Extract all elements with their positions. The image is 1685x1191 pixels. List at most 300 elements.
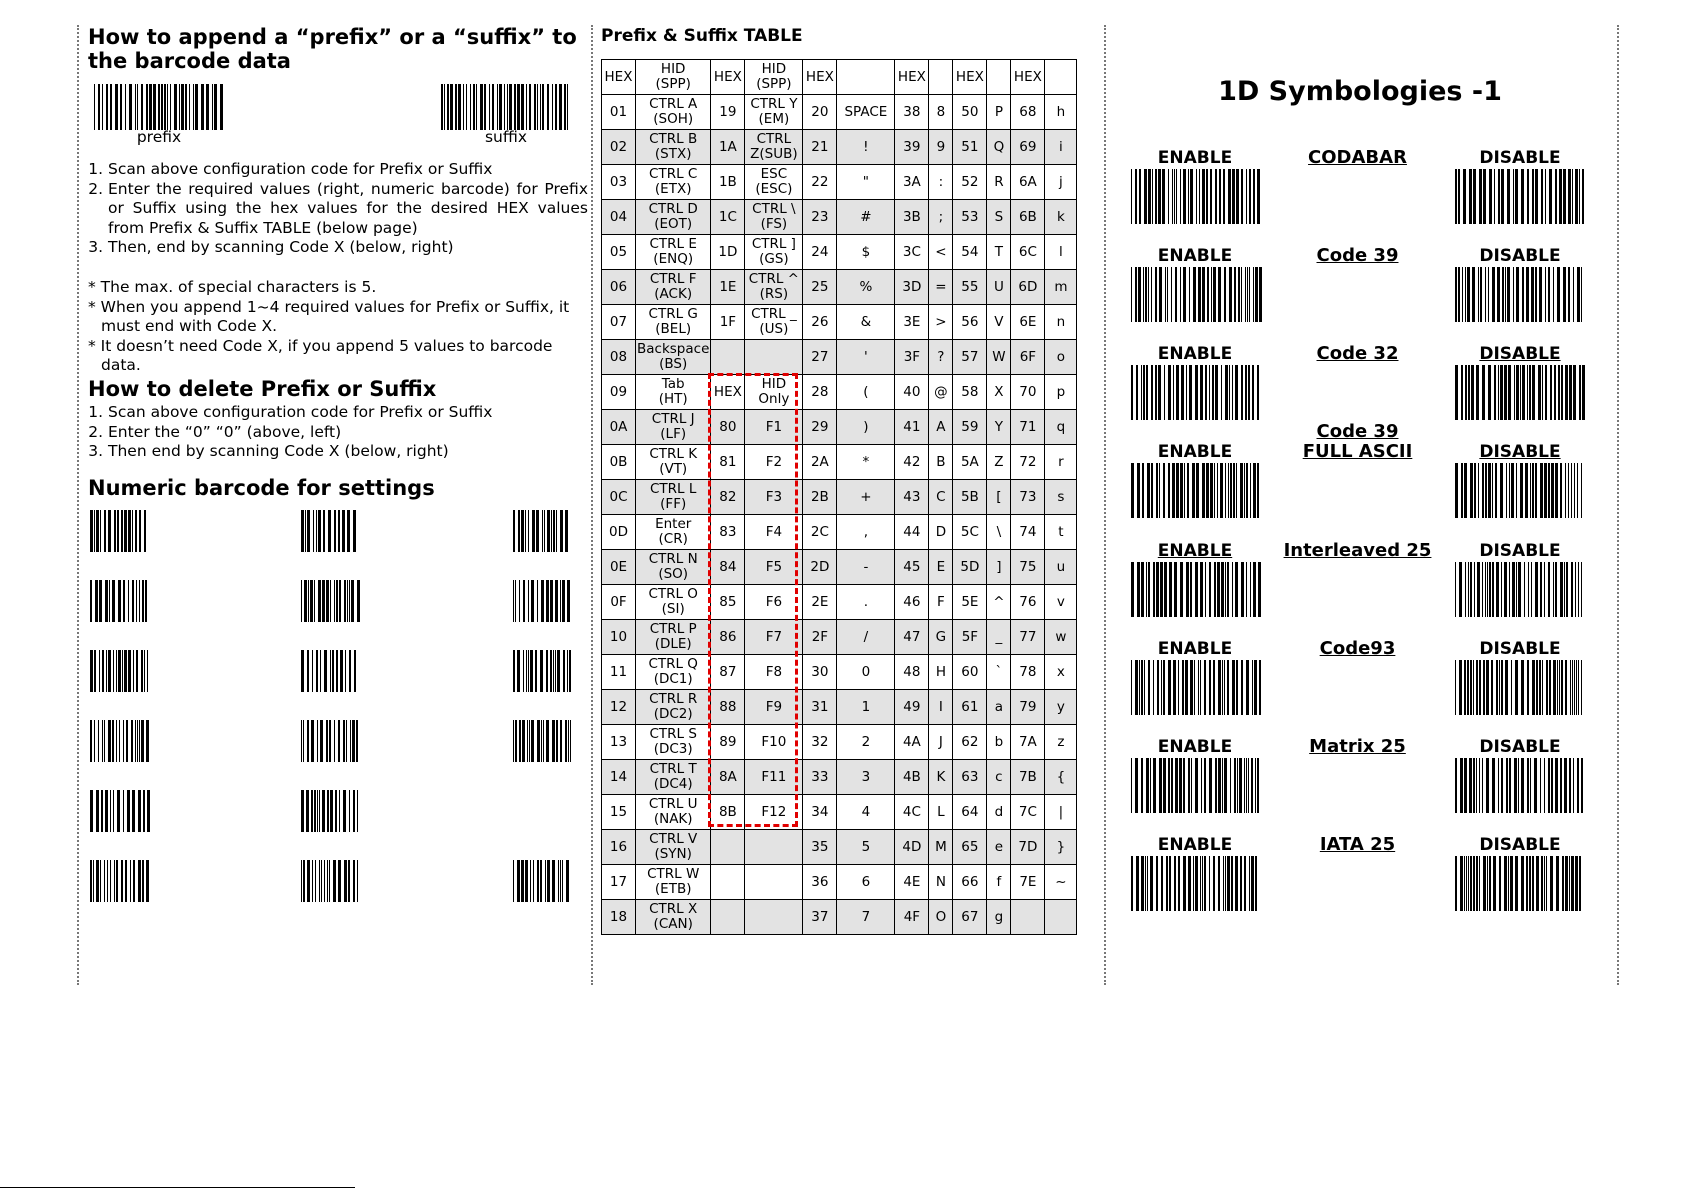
numeric-barcode[interactable]: [301, 790, 361, 832]
disable-barcode[interactable]: [1455, 267, 1586, 322]
barcode-bar: [141, 650, 143, 692]
barcode-bar: [138, 790, 141, 832]
barcode-bar: [301, 720, 302, 762]
disable-barcode[interactable]: [1455, 463, 1586, 518]
barcode-bar: [1557, 660, 1558, 715]
disable-barcode[interactable]: [1455, 562, 1586, 617]
barcode-bar: [1188, 169, 1189, 224]
barcode-bar: [1488, 463, 1491, 518]
barcode-bar: [1563, 169, 1566, 224]
table-cell: 33: [803, 760, 837, 795]
barcode-bar: [1532, 365, 1535, 420]
barcode-bar: [1207, 267, 1209, 322]
barcode-bar: [521, 84, 524, 130]
table-cell: 45: [895, 550, 929, 585]
barcode-bar: [1555, 463, 1558, 518]
table-cell: [711, 830, 745, 865]
table-cell: [711, 865, 745, 900]
barcode-bar: [1513, 267, 1514, 322]
delete-heading: How to delete Prefix or Suffix: [88, 377, 437, 401]
barcode-bar: [1169, 856, 1171, 911]
barcode-bar: [90, 650, 93, 692]
table-cell: F11: [745, 760, 803, 795]
enable-barcode[interactable]: [1131, 463, 1262, 518]
barcode-bar: [94, 84, 95, 130]
barcode-bar: [530, 860, 531, 902]
table-row: [602, 480, 1077, 515]
table-cell: 3D: [895, 270, 929, 305]
numeric-barcode[interactable]: [513, 720, 573, 762]
barcode-bar: [560, 860, 561, 902]
barcode-bar: [1144, 660, 1145, 715]
numeric-barcode[interactable]: [513, 510, 573, 552]
barcode-bar: [1466, 856, 1467, 911]
barcode-bar: [1559, 169, 1562, 224]
table-cell: HEX: [711, 375, 745, 410]
barcode-bar: [1536, 856, 1539, 911]
barcode-bar: [319, 790, 320, 832]
barcode-bar: [528, 650, 529, 692]
barcode-bar: [128, 580, 129, 622]
barcode-bar: [101, 790, 103, 832]
barcode-bar: [1560, 463, 1562, 518]
table-cell: ,: [837, 515, 895, 550]
numeric-barcode[interactable]: [90, 720, 150, 762]
barcode-bar: [1200, 660, 1201, 715]
barcode-bar: [131, 720, 133, 762]
barcode-bar: [1470, 463, 1473, 518]
barcode-bar: [1163, 660, 1165, 715]
table-cell: 2B: [803, 480, 837, 515]
table-cell: 23: [803, 200, 837, 235]
table-cell: d: [987, 795, 1011, 830]
barcode-bar: [1455, 365, 1458, 420]
barcode-bar: [350, 720, 351, 762]
barcode-bar: [316, 650, 318, 692]
barcode-bar: [528, 510, 529, 552]
symbology-name: Matrix 25: [1309, 736, 1406, 757]
barcode-bar: [1514, 365, 1515, 420]
numeric-barcode[interactable]: [513, 650, 573, 692]
barcode-bar: [565, 720, 567, 762]
table-row: [602, 900, 1077, 935]
barcode-bar: [1458, 169, 1460, 224]
barcode-bar: [1164, 365, 1165, 420]
numeric-barcode[interactable]: [513, 580, 573, 622]
barcode-bar: [1521, 169, 1524, 224]
barcode-bar: [1476, 365, 1479, 420]
barcode-bar: [306, 790, 309, 832]
barcode-bar: [105, 580, 108, 622]
barcode-bar: [113, 790, 114, 832]
table-cell: SPACE: [837, 95, 895, 130]
barcode-bar: [1227, 660, 1229, 715]
barcode-bar: [1525, 463, 1528, 518]
barcode-bar: [1230, 463, 1232, 518]
numeric-barcode[interactable]: [301, 580, 361, 622]
barcode-bar: [348, 860, 350, 902]
barcode-bar: [1136, 365, 1138, 420]
barcode-bar: [1233, 463, 1235, 518]
barcode-bar: [1241, 660, 1243, 715]
barcode-bar: [1146, 562, 1147, 617]
barcode-bar: [1542, 365, 1543, 420]
barcode-bar: [1504, 562, 1507, 617]
barcode-bar: [1199, 169, 1200, 224]
barcode-bar: [118, 580, 121, 622]
barcode-bar: [1540, 463, 1543, 518]
table-row: [602, 270, 1077, 305]
enable-barcode[interactable]: [1131, 856, 1262, 911]
barcode-bar: [1468, 562, 1469, 617]
barcode-bar: [1241, 365, 1243, 420]
table-cell: 71: [1011, 410, 1045, 445]
barcode-bar: [1504, 856, 1507, 911]
barcode-bar: [328, 510, 331, 552]
barcode-bar: [545, 860, 546, 902]
barcode-bar: [1178, 660, 1179, 715]
barcode-bar: [96, 790, 99, 832]
barcode-bar: [1498, 169, 1500, 224]
barcode-bar: [1464, 856, 1465, 911]
barcode-bar: [326, 720, 328, 762]
barcode-bar: [1479, 169, 1482, 224]
barcode-bar: [547, 860, 550, 902]
barcode-bar: [1171, 758, 1173, 813]
barcode-bar: [327, 860, 328, 902]
barcode-bar: [146, 860, 149, 902]
table-cell: 3C: [895, 235, 929, 270]
table-cell: 8A: [711, 760, 745, 795]
table-cell: CTRL V (SYN): [636, 830, 711, 865]
enable-barcode[interactable]: [1131, 660, 1262, 715]
prefix-barcode[interactable]: [94, 84, 224, 130]
barcode-bar: [1575, 856, 1578, 911]
barcode-bar: [133, 650, 134, 692]
numeric-barcode[interactable]: [301, 860, 361, 902]
barcode-bar: [312, 860, 313, 902]
barcode-bar: [347, 510, 350, 552]
table-cell: 14: [602, 760, 636, 795]
table-cell: 55: [953, 270, 987, 305]
table-cell: F2: [745, 445, 803, 480]
barcode-bar: [1257, 365, 1259, 420]
table-cell: CTRL J (LF): [636, 410, 711, 445]
table-cell: ^: [987, 585, 1011, 620]
numeric-barcode[interactable]: [90, 510, 150, 552]
barcode-bar: [444, 84, 445, 130]
barcode-bar: [1546, 856, 1547, 911]
table-cell: 63: [953, 760, 987, 795]
barcode-bar: [473, 84, 475, 130]
barcode-bar: [1185, 660, 1188, 715]
barcode-bar: [1561, 365, 1563, 420]
table-cell: e: [987, 830, 1011, 865]
barcode-bar: [567, 84, 568, 130]
table-cell: &: [837, 305, 895, 340]
barcode-bar: [1535, 169, 1538, 224]
barcode-bar: [1498, 758, 1499, 813]
table-cell: %: [837, 270, 895, 305]
barcode-bar: [1168, 365, 1171, 420]
barcode-bar: [1476, 856, 1478, 911]
barcode-bar: [336, 580, 338, 622]
barcode-bar: [1575, 169, 1578, 224]
barcode-bar: [1248, 365, 1250, 420]
barcode-bar: [1581, 660, 1582, 715]
table-cell: p: [1045, 375, 1077, 410]
barcode-bar: [353, 790, 355, 832]
barcode-bar: [1195, 758, 1198, 813]
barcode-bar: [1145, 856, 1146, 911]
barcode-bar: [164, 84, 166, 130]
barcode-bar: [1546, 660, 1548, 715]
barcode-bar: [110, 84, 112, 130]
barcode-bar: [519, 580, 520, 622]
barcode-bar: [1160, 562, 1163, 617]
table-cell: 05: [602, 235, 636, 270]
numeric-barcode[interactable]: [90, 860, 150, 902]
barcode-bar: [1174, 562, 1177, 617]
disable-barcode[interactable]: [1455, 169, 1586, 224]
barcode-bar: [138, 860, 141, 902]
append-step: 1. Scan above configuration code for Prefix or Suffix: [108, 160, 588, 180]
table-cell: n: [1045, 305, 1077, 340]
barcode-bar: [1163, 463, 1165, 518]
table-cell: Backspace (BS): [636, 340, 711, 375]
barcode-bar: [537, 720, 540, 762]
table-row: [602, 305, 1077, 340]
barcode-bar: [1545, 365, 1547, 420]
barcode-bar: [560, 720, 562, 762]
barcode-bar: [1526, 856, 1528, 911]
table-cell: L: [929, 795, 953, 830]
enable-barcode[interactable]: [1131, 267, 1262, 322]
barcode-bar: [307, 720, 309, 762]
disable-barcode[interactable]: [1455, 856, 1586, 911]
barcode-bar: [1514, 758, 1517, 813]
suffix-barcode[interactable]: [441, 84, 571, 130]
barcode-bar: [1535, 463, 1537, 518]
table-cell: 3E: [895, 305, 929, 340]
append-step: 2. Enter the required values (right, numeric barcode) for Prefix or Suffix using the hex values for the desired HEX values from Prefix & Suffix TABLE (below page): [108, 180, 588, 239]
barcode-bar: [108, 510, 111, 552]
barcode-bar: [521, 860, 524, 902]
barcode-bar: [181, 84, 184, 130]
barcode-bar: [170, 84, 171, 130]
barcode-bar: [1159, 463, 1160, 518]
barcode-bar: [1478, 463, 1479, 518]
barcode-bar: [1554, 365, 1556, 420]
table-cell: {: [1045, 760, 1077, 795]
barcode-bar: [1500, 463, 1503, 518]
numeric-barcode[interactable]: [301, 720, 361, 762]
barcode-bar: [340, 650, 343, 692]
table-cell: CTRL U (NAK): [636, 795, 711, 830]
barcode-bar: [114, 510, 116, 552]
table-cell: J: [929, 725, 953, 760]
barcode-bar: [124, 650, 127, 692]
table-cell: [745, 900, 803, 935]
table-cell: 58: [953, 375, 987, 410]
barcode-bar: [1465, 267, 1466, 322]
prefix-suffix-table: [601, 59, 1077, 935]
barcode-bar: [1483, 169, 1486, 224]
table-row: [602, 165, 1077, 200]
barcode-bar: [130, 860, 131, 902]
barcode-bar: [141, 720, 144, 762]
barcode-bar: [324, 860, 325, 902]
barcode-bar: [521, 510, 524, 552]
barcode-bar: [526, 84, 527, 130]
table-cell: CTRL Z(SUB): [745, 130, 803, 165]
numeric-barcode[interactable]: [90, 580, 150, 622]
append-steps: [88, 160, 588, 258]
barcode-bar: [550, 650, 552, 692]
barcode-bar: [534, 84, 536, 130]
barcode-bar: [1131, 758, 1132, 813]
barcode-bar: [1241, 562, 1244, 617]
table-cell: 5F: [953, 620, 987, 655]
barcode-bar: [513, 650, 515, 692]
barcode-bar: [450, 84, 453, 130]
disable-barcode[interactable]: [1455, 758, 1586, 813]
table-cell: 74: [1011, 515, 1045, 550]
barcode-bar: [480, 84, 483, 130]
delete-step: 2. Enter the “0” “0” (above, left): [108, 423, 588, 443]
disable-barcode[interactable]: [1455, 365, 1586, 420]
barcode-bar: [1244, 463, 1245, 518]
barcode-bar: [95, 580, 98, 622]
table-cell: 51: [953, 130, 987, 165]
barcode-bar: [317, 720, 318, 762]
table-cell: s: [1045, 480, 1077, 515]
table-cell: 3A: [895, 165, 929, 200]
table-cell: 5C: [953, 515, 987, 550]
barcode-bar: [1250, 463, 1251, 518]
barcode-bar: [1229, 267, 1232, 322]
barcode-bar: [343, 790, 346, 832]
barcode-bar: [517, 650, 520, 692]
barcode-bar: [1193, 267, 1196, 322]
table-cell: 88: [711, 690, 745, 725]
table-cell: 44: [895, 515, 929, 550]
numeric-barcode[interactable]: [90, 790, 150, 832]
barcode-bar: [1529, 365, 1531, 420]
barcode-bar: [1165, 267, 1166, 322]
barcode-bar: [314, 790, 316, 832]
barcode-bar: [564, 84, 566, 130]
barcode-bar: [565, 510, 568, 552]
table-cell: 86: [711, 620, 745, 655]
table-cell: m: [1045, 270, 1077, 305]
barcode-bar: [1141, 856, 1144, 911]
barcode-bar: [1189, 365, 1192, 420]
barcode-bar: [334, 720, 335, 762]
barcode-bar: [310, 580, 313, 622]
barcode-bar: [1213, 660, 1215, 715]
table-cell: K: [929, 760, 953, 795]
table-cell: 38: [895, 95, 929, 130]
disable-label: DISABLE: [1479, 541, 1561, 561]
barcode-bar: [1151, 365, 1153, 420]
barcode-bar: [1232, 365, 1233, 420]
barcode-bar: [147, 650, 148, 692]
table-cell: 6: [837, 865, 895, 900]
table-cell: 46: [895, 585, 929, 620]
barcode-bar: [1202, 169, 1205, 224]
barcode-bar: [1246, 660, 1249, 715]
barcode-bar: [1541, 169, 1543, 224]
table-cell: [1045, 60, 1077, 95]
enable-barcode[interactable]: [1131, 562, 1262, 617]
barcode-bar: [174, 84, 177, 130]
barcode-bar: [555, 650, 556, 692]
table-header-row: [602, 60, 1077, 95]
barcode-bar: [116, 650, 117, 692]
barcode-bar: [109, 580, 110, 622]
numeric-barcode[interactable]: [301, 650, 361, 692]
barcode-bar: [1464, 758, 1467, 813]
enable-label: ENABLE: [1157, 246, 1233, 266]
barcode-bar: [1202, 856, 1203, 911]
numeric-barcode[interactable]: [90, 650, 150, 692]
barcode-bar: [1455, 169, 1457, 224]
barcode-bar: [1137, 463, 1140, 518]
enable-barcode[interactable]: [1131, 365, 1262, 420]
numeric-barcode[interactable]: [513, 860, 573, 902]
barcode-bar: [1218, 856, 1220, 911]
table-cell: T: [987, 235, 1011, 270]
barcode-bar: [1219, 169, 1221, 224]
table-cell: CTRL Y (EM): [745, 95, 803, 130]
table-cell: [745, 340, 803, 375]
table-cell: 54: [953, 235, 987, 270]
barcode-bar: [311, 790, 313, 832]
barcode-bar: [1461, 463, 1463, 518]
barcode-bar: [492, 84, 494, 130]
barcode-bar: [497, 84, 498, 130]
separator-4: [1617, 25, 1619, 985]
barcode-bar: [352, 720, 355, 762]
enable-barcode[interactable]: [1131, 758, 1262, 813]
barcode-bar: [345, 650, 346, 692]
table-cell: I: [929, 690, 953, 725]
table-cell: Enter (CR): [636, 515, 711, 550]
enable-barcode[interactable]: [1131, 169, 1262, 224]
enable-label: ENABLE: [1157, 639, 1233, 659]
table-cell: 7D: [1011, 830, 1045, 865]
barcode-bar: [1468, 856, 1469, 911]
barcode-bar: [105, 790, 108, 832]
barcode-bar: [1164, 562, 1167, 617]
barcode-bar: [529, 720, 530, 762]
barcode-bar: [206, 84, 209, 130]
barcode-bar: [1209, 562, 1211, 617]
barcode-bar: [1493, 856, 1496, 911]
barcode-bar: [1510, 856, 1513, 911]
barcode-bar: [353, 860, 355, 902]
barcode-bar: [1143, 365, 1145, 420]
table-cell: j: [1045, 165, 1077, 200]
table-cell: +: [837, 480, 895, 515]
barcode-bar: [112, 720, 114, 762]
barcode-bar: [1492, 267, 1495, 322]
barcode-bar: [1565, 463, 1566, 518]
disable-barcode[interactable]: [1455, 660, 1586, 715]
table-cell: ~: [1045, 865, 1077, 900]
numeric-barcode[interactable]: [301, 510, 361, 552]
